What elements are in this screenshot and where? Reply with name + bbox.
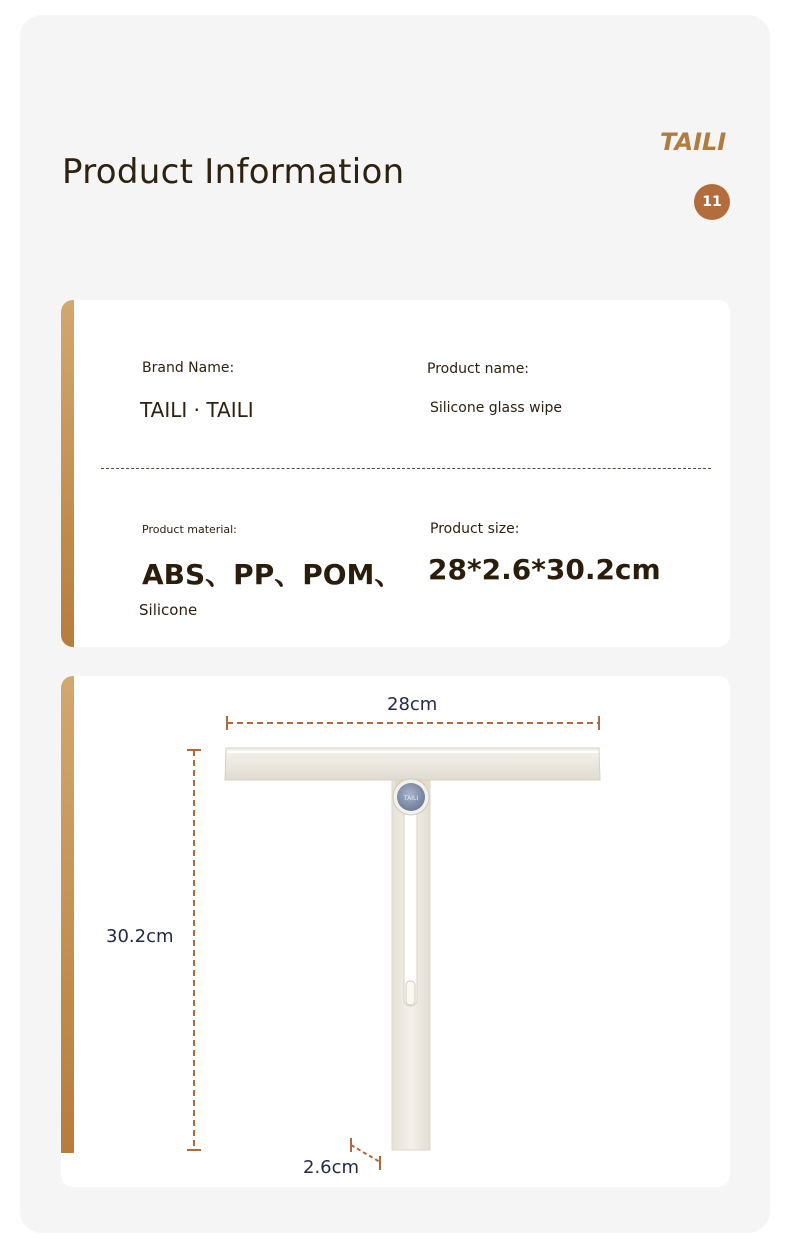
card-accent-bar: [61, 300, 74, 647]
squeegee-blade: [225, 748, 600, 780]
product-info-card: [61, 300, 730, 647]
page-title: Product Information: [62, 152, 405, 192]
width-label: 28cm: [387, 694, 438, 715]
brand-name-label: Brand Name:: [142, 360, 235, 376]
product-material-label: Product material:: [142, 523, 237, 536]
page-number-badge: 11: [694, 184, 730, 220]
dimension-diagram-card: [61, 676, 730, 1187]
knob-label: TAILI: [403, 795, 419, 802]
squeegee-handle: [392, 776, 430, 1150]
width-dimension-line: [227, 716, 599, 730]
product-material-value-line2: Silicone: [139, 601, 198, 619]
product-material-value: ABS、PP、POM、: [142, 558, 403, 591]
height-label: 30.2cm: [106, 926, 174, 947]
product-size-label: Product size:: [430, 521, 520, 537]
brand-name-value: TAILI · TAILI: [140, 398, 254, 422]
dashed-divider: [101, 468, 711, 469]
product-name-value: Silicone glass wipe: [430, 400, 562, 416]
height-dimension-line: [187, 750, 201, 1150]
knob-icon: [393, 779, 429, 815]
brand-logo: TAILI: [660, 128, 727, 156]
product-size-value: 28*2.6*30.2cm: [428, 553, 661, 586]
product-name-label: Product name:: [427, 361, 530, 377]
depth-label: 2.6cm: [303, 1157, 360, 1178]
